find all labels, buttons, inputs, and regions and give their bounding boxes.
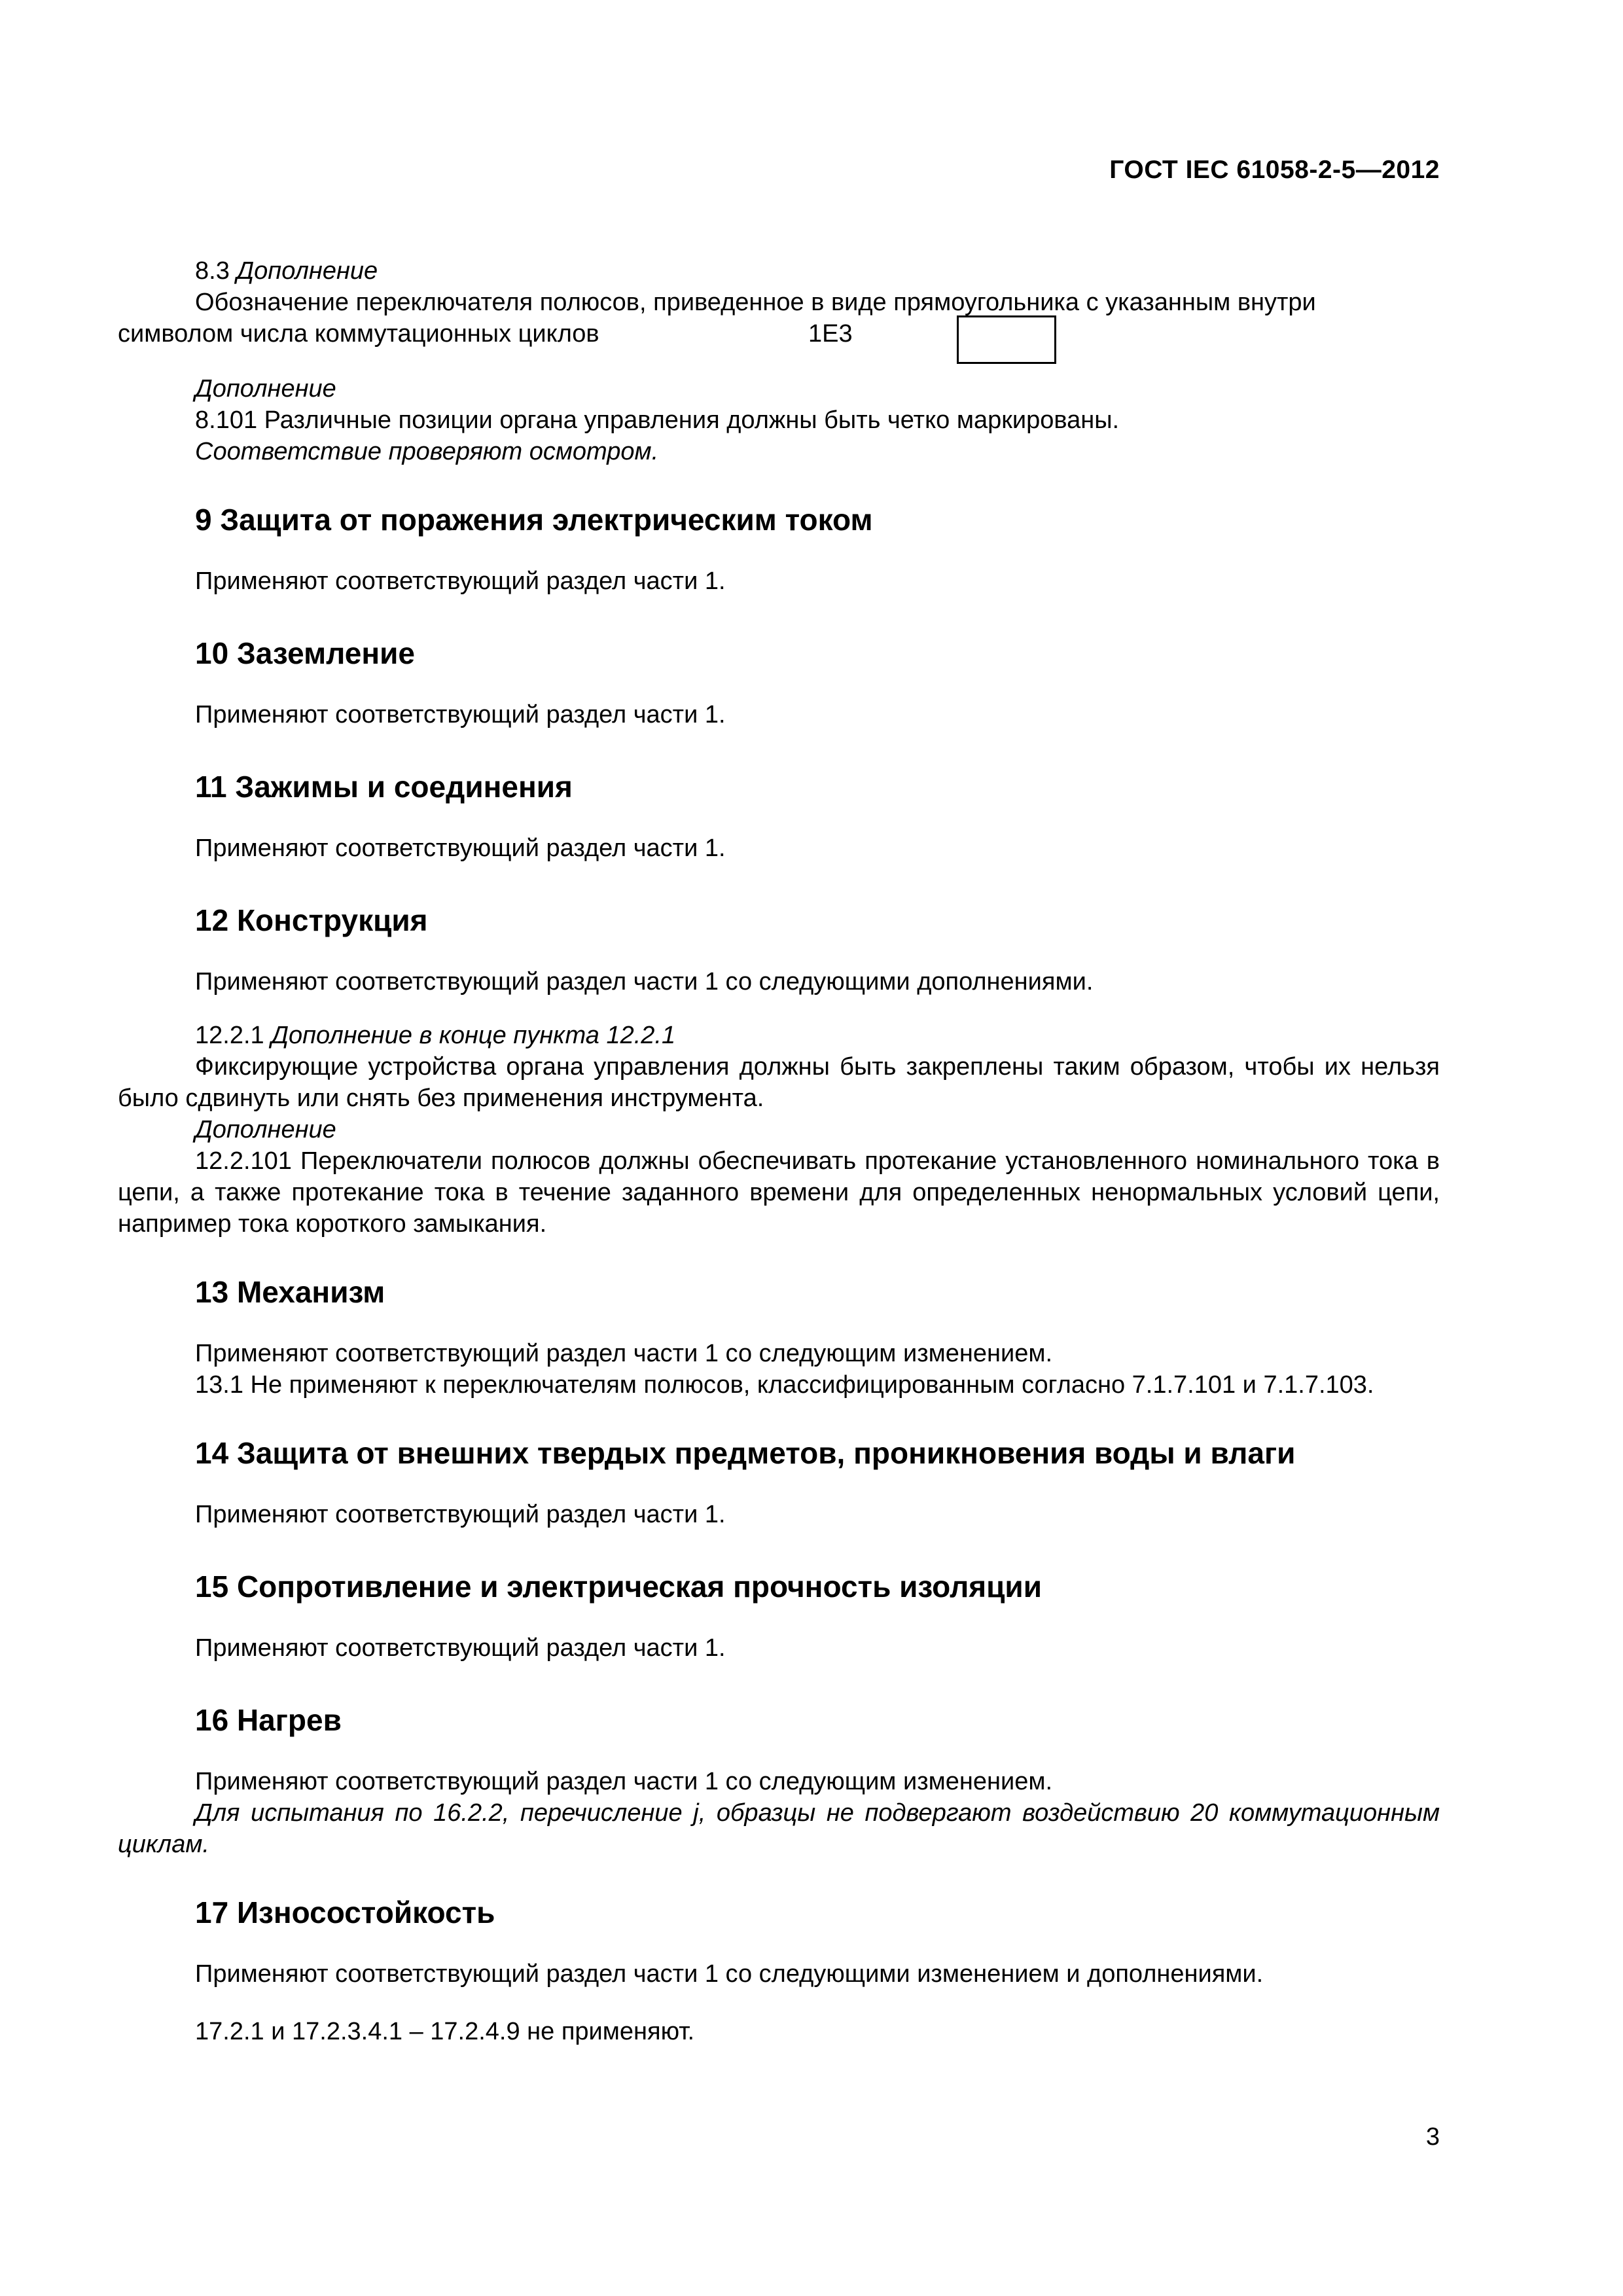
section-13-text: Применяют соответствующий раздел части 1 со следующим изменением. — [195, 1340, 1053, 1367]
section-10-text: Применяют соответствующий раздел части 1. — [195, 701, 726, 728]
page-number: 3 — [1425, 2123, 1440, 2151]
document-page — [118, 0, 1440, 2296]
clause-number: 12.2.1 — [195, 1022, 264, 1049]
clause-12-2-1-title — [118, 1020, 1440, 1051]
addition-label: Дополнение — [195, 375, 336, 403]
clause-title: Дополнение в конце пункта 12.2.1 — [271, 1022, 676, 1049]
clause-12-2-1-text: Фиксирующие устройства органа управления должны быть закреплены таким образом, чтобы их нельзя было сдвинуть или снять без применения инструмента. — [118, 1053, 1440, 1112]
text-line: Обозначение переключателя полюсов, приведенное в виде прямоугольника с указанным внутри — [195, 289, 1316, 316]
clause-8-3-title — [118, 255, 1440, 287]
document-code-header: ГОСТ IEC 61058-2-5—2012 — [1109, 156, 1440, 184]
switching-cycles-symbol: 1Е3 — [808, 320, 853, 348]
addition-label: Дополнение — [195, 1116, 336, 1143]
section-15-heading: 15 Сопротивление и электрическая прочность изоляции — [195, 1570, 1042, 1604]
section-16-note: Для испытания по 16.2.2, перечисление j, образцы не подвергают воздействию 20 коммутационным циклам. — [118, 1799, 1440, 1858]
section-17-text: Применяют соответствующий раздел части 1 со следующими изменением и дополнениями. — [195, 1960, 1264, 1988]
section-17-heading: 17 Износостойкость — [195, 1895, 495, 1929]
compliance-check: Соответствие проверяют осмотром. — [195, 438, 659, 465]
section-11-heading: 11 Зажимы и соединения — [195, 770, 573, 804]
section-9-heading: 9 Защита от поражения электрическим током — [195, 503, 873, 537]
section-14-text: Применяют соответствующий раздел части 1. — [195, 1501, 726, 1528]
section-16-heading: 16 Нагрев — [195, 1703, 342, 1737]
section-15-text: Применяют соответствующий раздел части 1. — [195, 1634, 726, 1662]
clause-12-2-101: 12.2.101 Переключатели полюсов должны обеспечивать протекание установленного номинального тока в цепи, а также протекание тока в течение заданного времени для определенных ненормальных условий цепи, например тока короткого замыкания. — [118, 1147, 1440, 1238]
text-line: символом числа коммутационных циклов — [118, 320, 599, 348]
section-12-text: Применяют соответствующий раздел части 1 со следующими дополнениями. — [195, 968, 1094, 996]
section-9-text: Применяют соответствующий раздел части 1. — [195, 567, 726, 595]
section-17-clause: 17.2.1 и 17.2.3.4.1 – 17.2.4.9 не применяют. — [195, 2018, 695, 2045]
section-12-heading: 12 Конструкция — [195, 903, 428, 937]
section-11-text: Применяют соответствующий раздел части 1. — [195, 834, 726, 862]
marking-row — [118, 318, 1440, 350]
clause-number: 8.3 — [195, 257, 230, 285]
document-body — [118, 255, 1440, 2047]
section-10-heading: 10 Заземление — [195, 636, 416, 670]
pole-switch-marking-box — [957, 315, 1056, 364]
clause-13-1: 13.1 Не применяют к переключателям полюсов, классифицированным согласно 7.1.7.101 и 7.1.7.103. — [195, 1371, 1374, 1399]
section-14-heading: 14 Защита от внешних твердых предметов, проникновения воды и влаги — [195, 1436, 1296, 1470]
clause-8-3-text-line1 — [118, 287, 1440, 318]
section-13-heading: 13 Механизм — [195, 1275, 385, 1309]
clause-8-101: 8.101 Различные позиции органа управления должны быть четко маркированы. — [195, 406, 1120, 434]
clause-title: Дополнение — [236, 257, 378, 285]
section-16-text: Применяют соответствующий раздел части 1 со следующим изменением. — [195, 1768, 1053, 1795]
